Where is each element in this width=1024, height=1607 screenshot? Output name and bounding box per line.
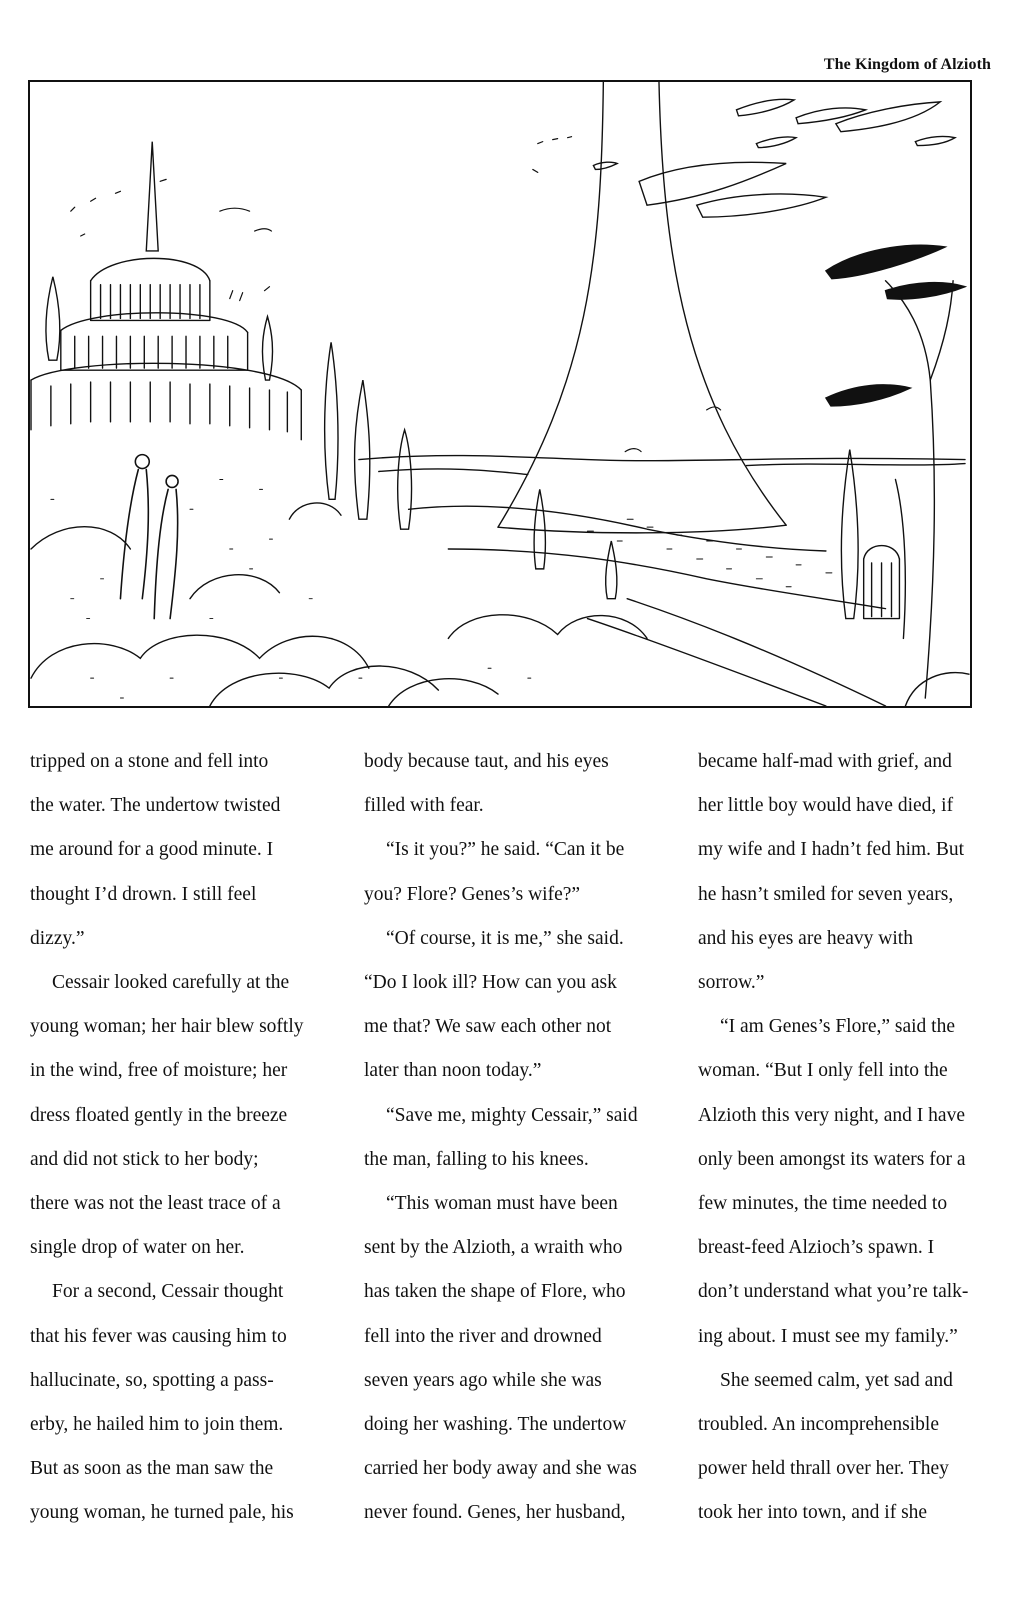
- text-line: few minutes, the time needed to: [698, 1193, 948, 1215]
- text-line: sorrow.”: [698, 972, 765, 994]
- text-line: and did not stick to her body;: [30, 1148, 259, 1170]
- horizon-line: [359, 456, 965, 461]
- text-line: fell into the river and drowned: [364, 1325, 602, 1347]
- text-line: “I am Genes’s Flore,” said the: [720, 1016, 956, 1038]
- text-line: hallucinate, so, spotting a pass-: [30, 1369, 274, 1391]
- foliage-texture: [51, 479, 531, 698]
- text-line: single drop of water on her.: [30, 1237, 245, 1259]
- text-line: the water. The undertow twisted: [30, 795, 281, 817]
- running-head: The Kingdom of Alzioth: [823, 56, 991, 73]
- text-line: erby, he hailed him to join them.: [30, 1414, 284, 1436]
- text-line: that his fever was causing him to: [30, 1325, 287, 1347]
- text-line: But as soon as the man saw the: [30, 1458, 274, 1480]
- text-line: the man, falling to his knees.: [364, 1148, 589, 1170]
- text-line: seven years ago while she was: [364, 1369, 602, 1391]
- text-line: dizzy.”: [30, 927, 85, 949]
- shoreline: [409, 506, 826, 551]
- text-line: her little boy would have died, if: [698, 795, 954, 817]
- text-line: troubled. An incomprehensible: [698, 1414, 939, 1436]
- cypress-trees: [46, 277, 858, 619]
- palace: [31, 142, 301, 440]
- clouds: [593, 99, 955, 217]
- text-line: he hasn’t smiled for seven years,: [698, 883, 954, 905]
- text-line: She seemed calm, yet sad and: [720, 1369, 953, 1391]
- text-line: me around for a good minute. I: [30, 839, 274, 861]
- text-line: Cessair looked carefully at the: [52, 972, 290, 994]
- tower: [498, 82, 603, 527]
- text-line: Alzioth this very night, and I have: [698, 1104, 965, 1126]
- text-line: has taken the shape of Flore, who: [364, 1281, 626, 1303]
- text-line: and his eyes are heavy with: [698, 927, 913, 949]
- text-line: “Do I look ill? How can you ask: [364, 972, 617, 994]
- text-line: never found. Genes, her husband,: [364, 1502, 626, 1524]
- text-line: doing her washing. The undertow: [364, 1414, 627, 1436]
- text-line: woman. “But I only fell into the: [698, 1060, 948, 1082]
- text-line: there was not the least trace of a: [30, 1193, 281, 1215]
- text-line: young woman, he turned pale, his: [30, 1502, 294, 1524]
- figures: [120, 455, 178, 619]
- text-line: my wife and I hadn’t fed him. But: [698, 839, 965, 861]
- text-line: breast-feed Alzioch’s spawn. I: [698, 1237, 935, 1259]
- text-line: “This woman must have been: [386, 1193, 618, 1215]
- text-line: in the wind, free of moisture; her: [30, 1060, 288, 1082]
- text-line: took her into town, and if she: [698, 1502, 928, 1524]
- text-line: me that? We saw each other not: [364, 1016, 612, 1038]
- text-line: became half-mad with grief, and: [698, 751, 952, 772]
- text-column-2: [364, 740, 664, 1536]
- gazebo: [864, 546, 900, 619]
- text-line: “Save me, mighty Cessair,” said: [386, 1104, 638, 1126]
- text-line: “Of course, it is me,” she said.: [386, 927, 624, 949]
- text-line: “Is it you?” he said. “Can it be: [386, 839, 625, 861]
- text-line: body because taut, and his eyes: [364, 751, 609, 772]
- text-line: ing about. I must see my family.”: [698, 1325, 958, 1347]
- text-line: For a second, Cessair thought: [52, 1281, 284, 1303]
- text-line: later than noon today.”: [364, 1060, 542, 1082]
- text-line: carried her body away and she was: [364, 1458, 637, 1480]
- text-column-3: [698, 740, 998, 1536]
- text-line: power held thrall over her. They: [698, 1458, 949, 1480]
- text-line: young woman; her hair blew softly: [30, 1016, 304, 1038]
- water-ripples: [587, 519, 831, 587]
- text-line: dress floated gently in the breeze: [30, 1104, 288, 1126]
- text-line: thought I’d drown. I still feel: [30, 883, 257, 905]
- text-column-1: [30, 740, 330, 1536]
- text-line: filled with fear.: [364, 795, 484, 817]
- text-line: don’t understand what you’re talk-: [698, 1281, 969, 1303]
- text-line: tripped on a stone and fell into: [30, 751, 269, 772]
- text-line: you? Flore? Genes’s wife?”: [364, 883, 581, 905]
- illustration: [28, 80, 972, 708]
- text-line: sent by the Alzioth, a wraith who: [364, 1237, 623, 1259]
- text-line: only been amongst its waters for a: [698, 1148, 966, 1170]
- birds: [71, 137, 721, 452]
